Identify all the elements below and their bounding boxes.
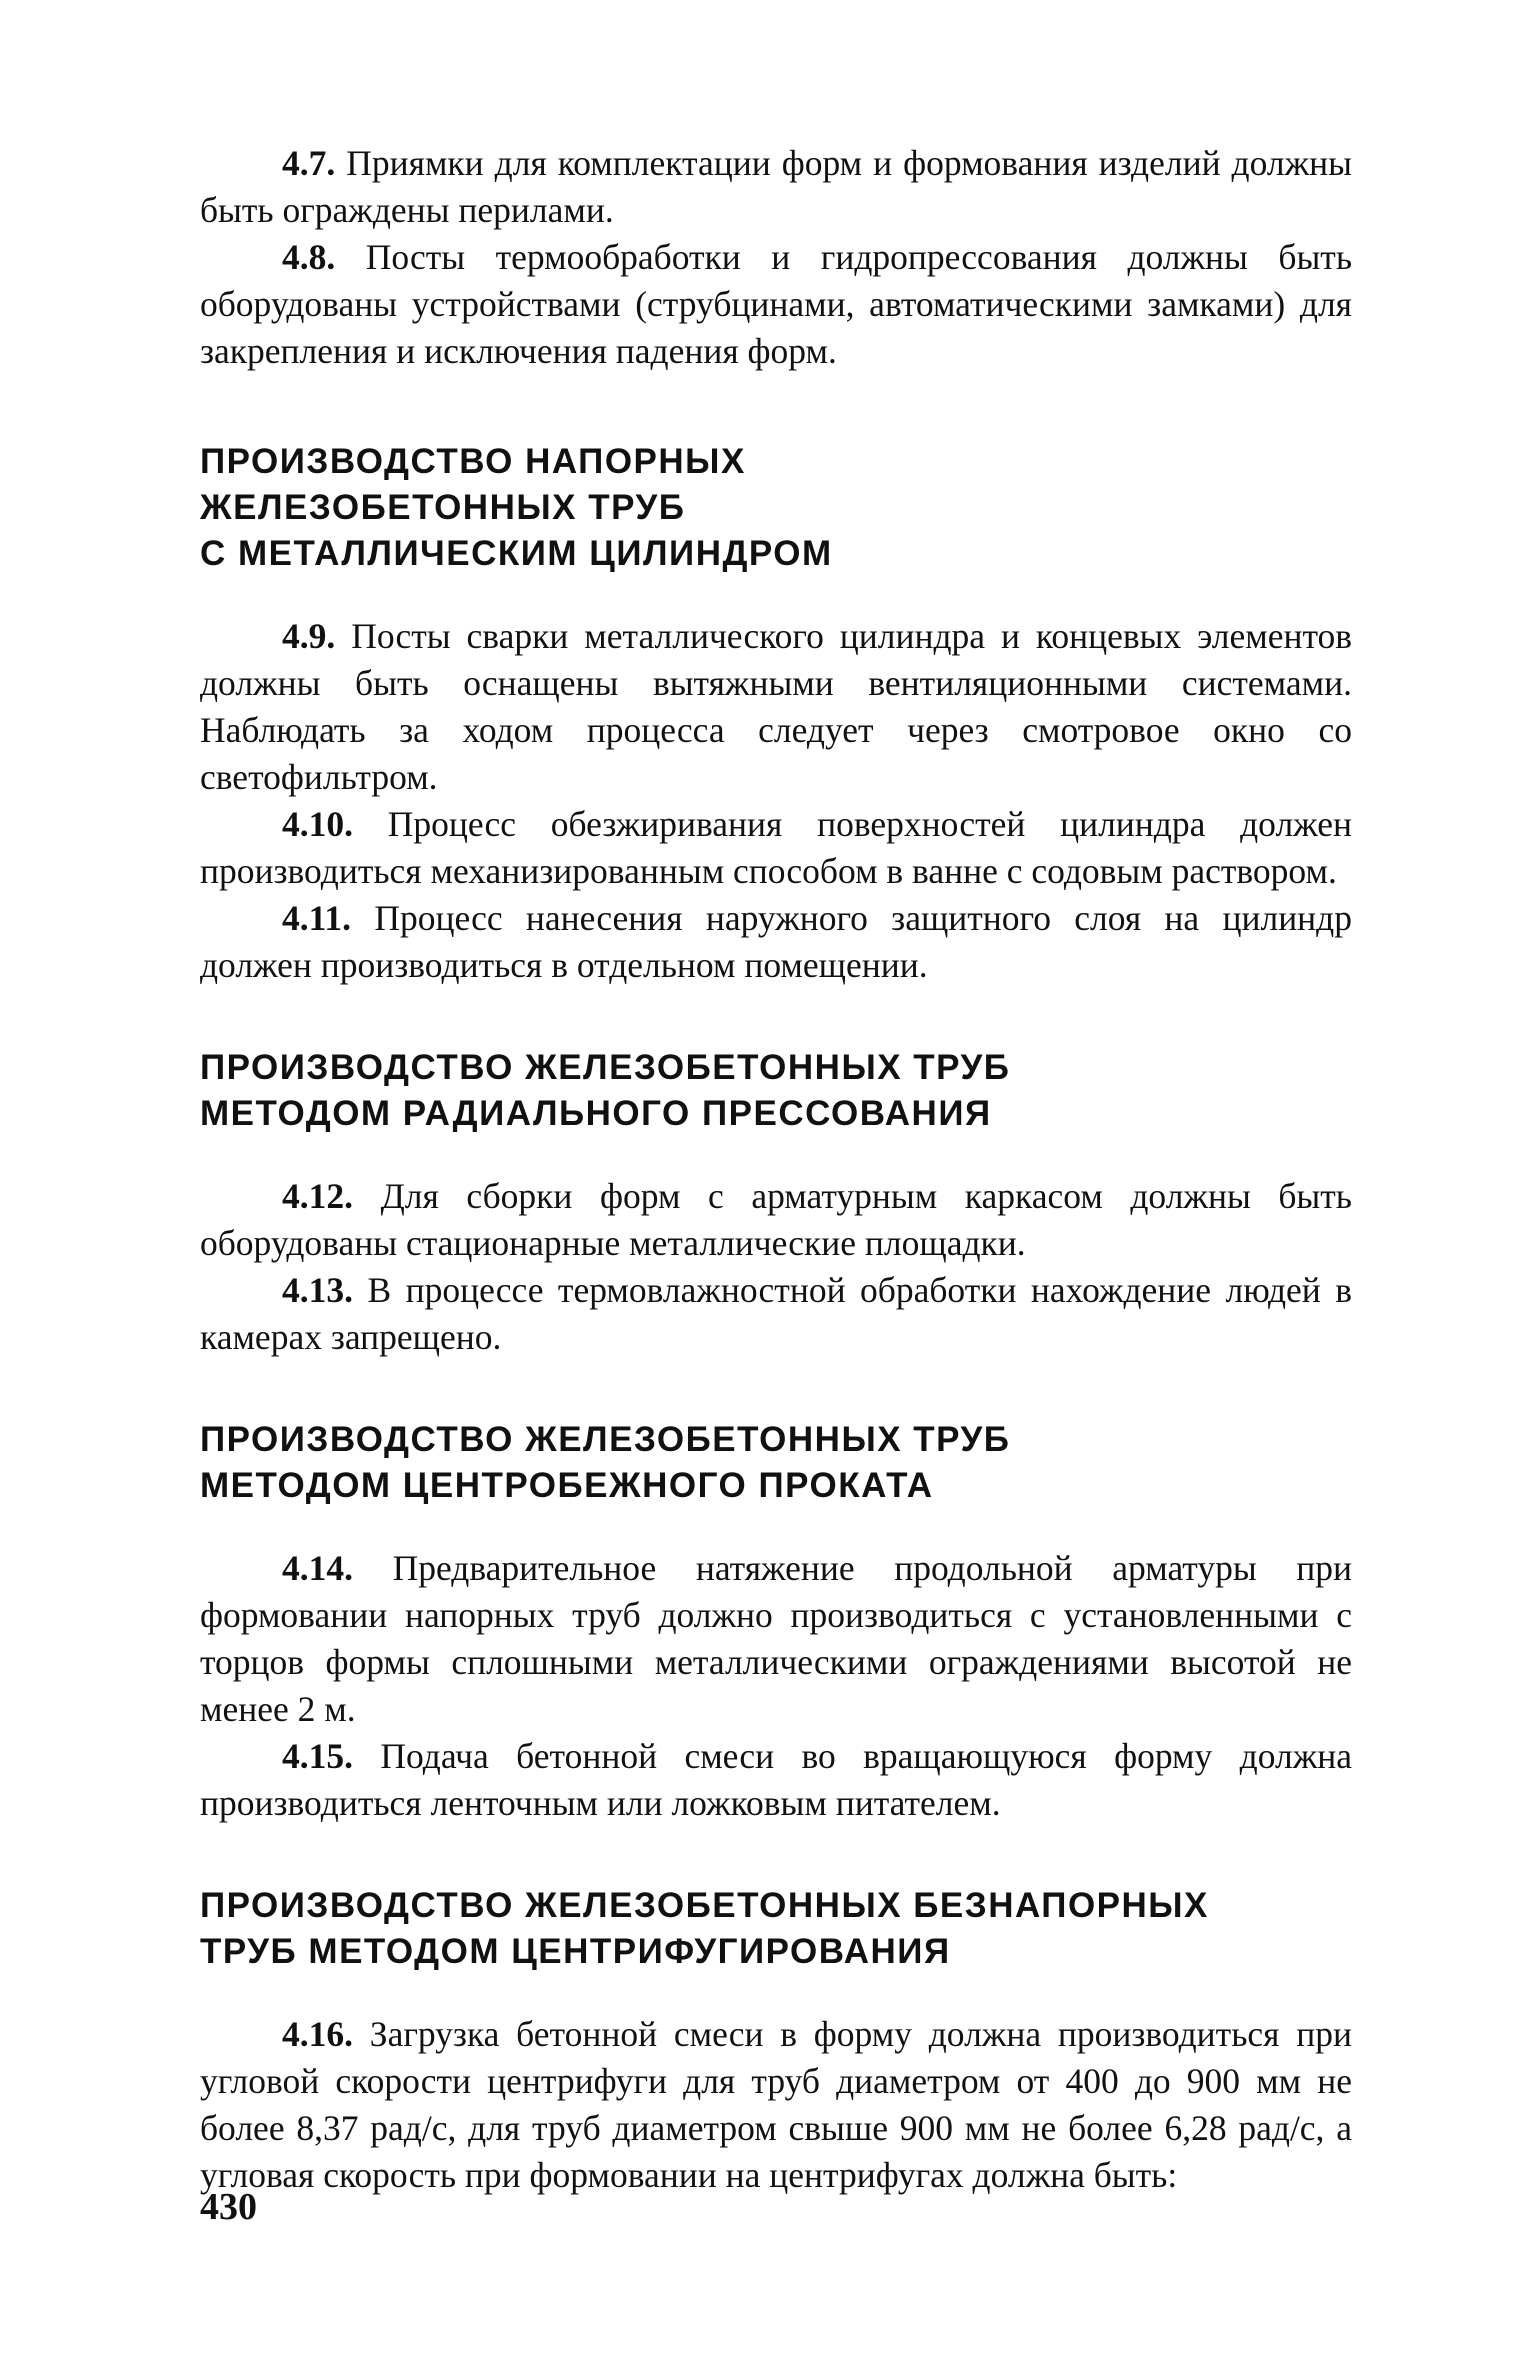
paragraph-number: 4.13. (282, 1270, 353, 1310)
paragraph-text: Посты сварки металлического цилиндра и концевых элементов должны быть оснащены вытяжными вентиляционными системами. Наблюдать за ходом процесса следует через смотровое окно со светофильтром. (200, 616, 1353, 797)
paragraph-number: 4.12. (282, 1176, 353, 1216)
paragraph-4-12 (200, 1173, 1352, 1267)
paragraph-number: 4.9. (282, 616, 336, 656)
paragraph-text: Приямки для комплектации форм и формования изделий должны быть ограждены перилами. (200, 143, 1352, 230)
paragraph-number: 4.16. (282, 2014, 353, 2054)
paragraph-text: Процесс обезжиривания поверхностей цилиндра должен производиться механизированным способом в ванне с содовым раствором. (200, 804, 1352, 891)
paragraph-4-15 (200, 1733, 1352, 1827)
paragraph-number: 4.14. (282, 1548, 353, 1588)
paragraph-4-7 (200, 140, 1352, 234)
paragraph-4-14 (200, 1545, 1352, 1733)
paragraph-text: Посты термообработки и гидропрессования должны быть оборудованы устройствами (струбцинами, автоматическими замками) для закрепления и исключения падения форм. (200, 237, 1353, 371)
section-heading-centrifugal-rolling: ПРОИЗВОДСТВО ЖЕЛЕЗОБЕТОННЫХ ТРУБ МЕТОДОМ ЦЕНТРОБЕЖНОГО ПРОКАТА (200, 1420, 1011, 1505)
document-page (200, 140, 1352, 2199)
paragraph-number: 4.7. (282, 143, 336, 183)
page-number: 430 (200, 2186, 257, 2228)
paragraph-text: Процесс нанесения наружного защитного слоя на цилиндр должен производиться в отдельном помещении. (200, 898, 1352, 985)
section-heading-metal-cylinder: ПРОИЗВОДСТВО НАПОРНЫХ ЖЕЛЕЗОБЕТОННЫХ ТРУБ С МЕТАЛЛИЧЕСКИМ ЦИЛИНДРОМ (200, 442, 833, 573)
paragraph-4-9 (200, 613, 1352, 801)
section-heading-radial-pressing: ПРОИЗВОДСТВО ЖЕЛЕЗОБЕТОННЫХ ТРУБ МЕТОДОМ РАДИАЛЬНОГО ПРЕССОВАНИЯ (200, 1048, 1011, 1133)
paragraph-text: Предварительное натяжение продольной арматуры при формовании напорных труб должно производиться с установленными с торцов формы сплошными металлическими ограждениями высотой не менее 2 м. (200, 1548, 1353, 1729)
paragraph-4-10 (200, 801, 1352, 895)
section-heading-centrifugation: ПРОИЗВОДСТВО ЖЕЛЕЗОБЕТОННЫХ БЕЗНАПОРНЫХ ТРУБ МЕТОДОМ ЦЕНТРИФУГИРОВАНИЯ (200, 1886, 1209, 1971)
paragraph-4-8 (200, 234, 1352, 375)
paragraph-number: 4.11. (282, 898, 352, 938)
paragraph-4-16 (200, 2011, 1352, 2199)
paragraph-text: В процессе термовлажностной обработки нахождение людей в камерах запрещено. (200, 1270, 1352, 1357)
paragraph-4-13 (200, 1267, 1352, 1361)
paragraph-number: 4.8. (282, 237, 336, 277)
paragraph-text: Для сборки форм с арматурным каркасом должны быть оборудованы стационарные металлические площадки. (200, 1176, 1352, 1263)
paragraph-text: Загрузка бетонной смеси в форму должна производиться при угловой скорости центрифуги для труб диаметром от 400 до 900 мм не более 8,37 рад/с, для труб диаметром свыше 900 мм не более 6,28 рад/с, а угловая скорость при формовании на центрифугах должна быть: (200, 2014, 1352, 2195)
paragraph-4-11 (200, 895, 1352, 989)
paragraph-text: Подача бетонной смеси во вращающуюся форму должна производиться ленточным или ложковым питателем. (200, 1736, 1353, 1823)
paragraph-number: 4.15. (282, 1736, 353, 1776)
paragraph-number: 4.10. (282, 804, 353, 844)
